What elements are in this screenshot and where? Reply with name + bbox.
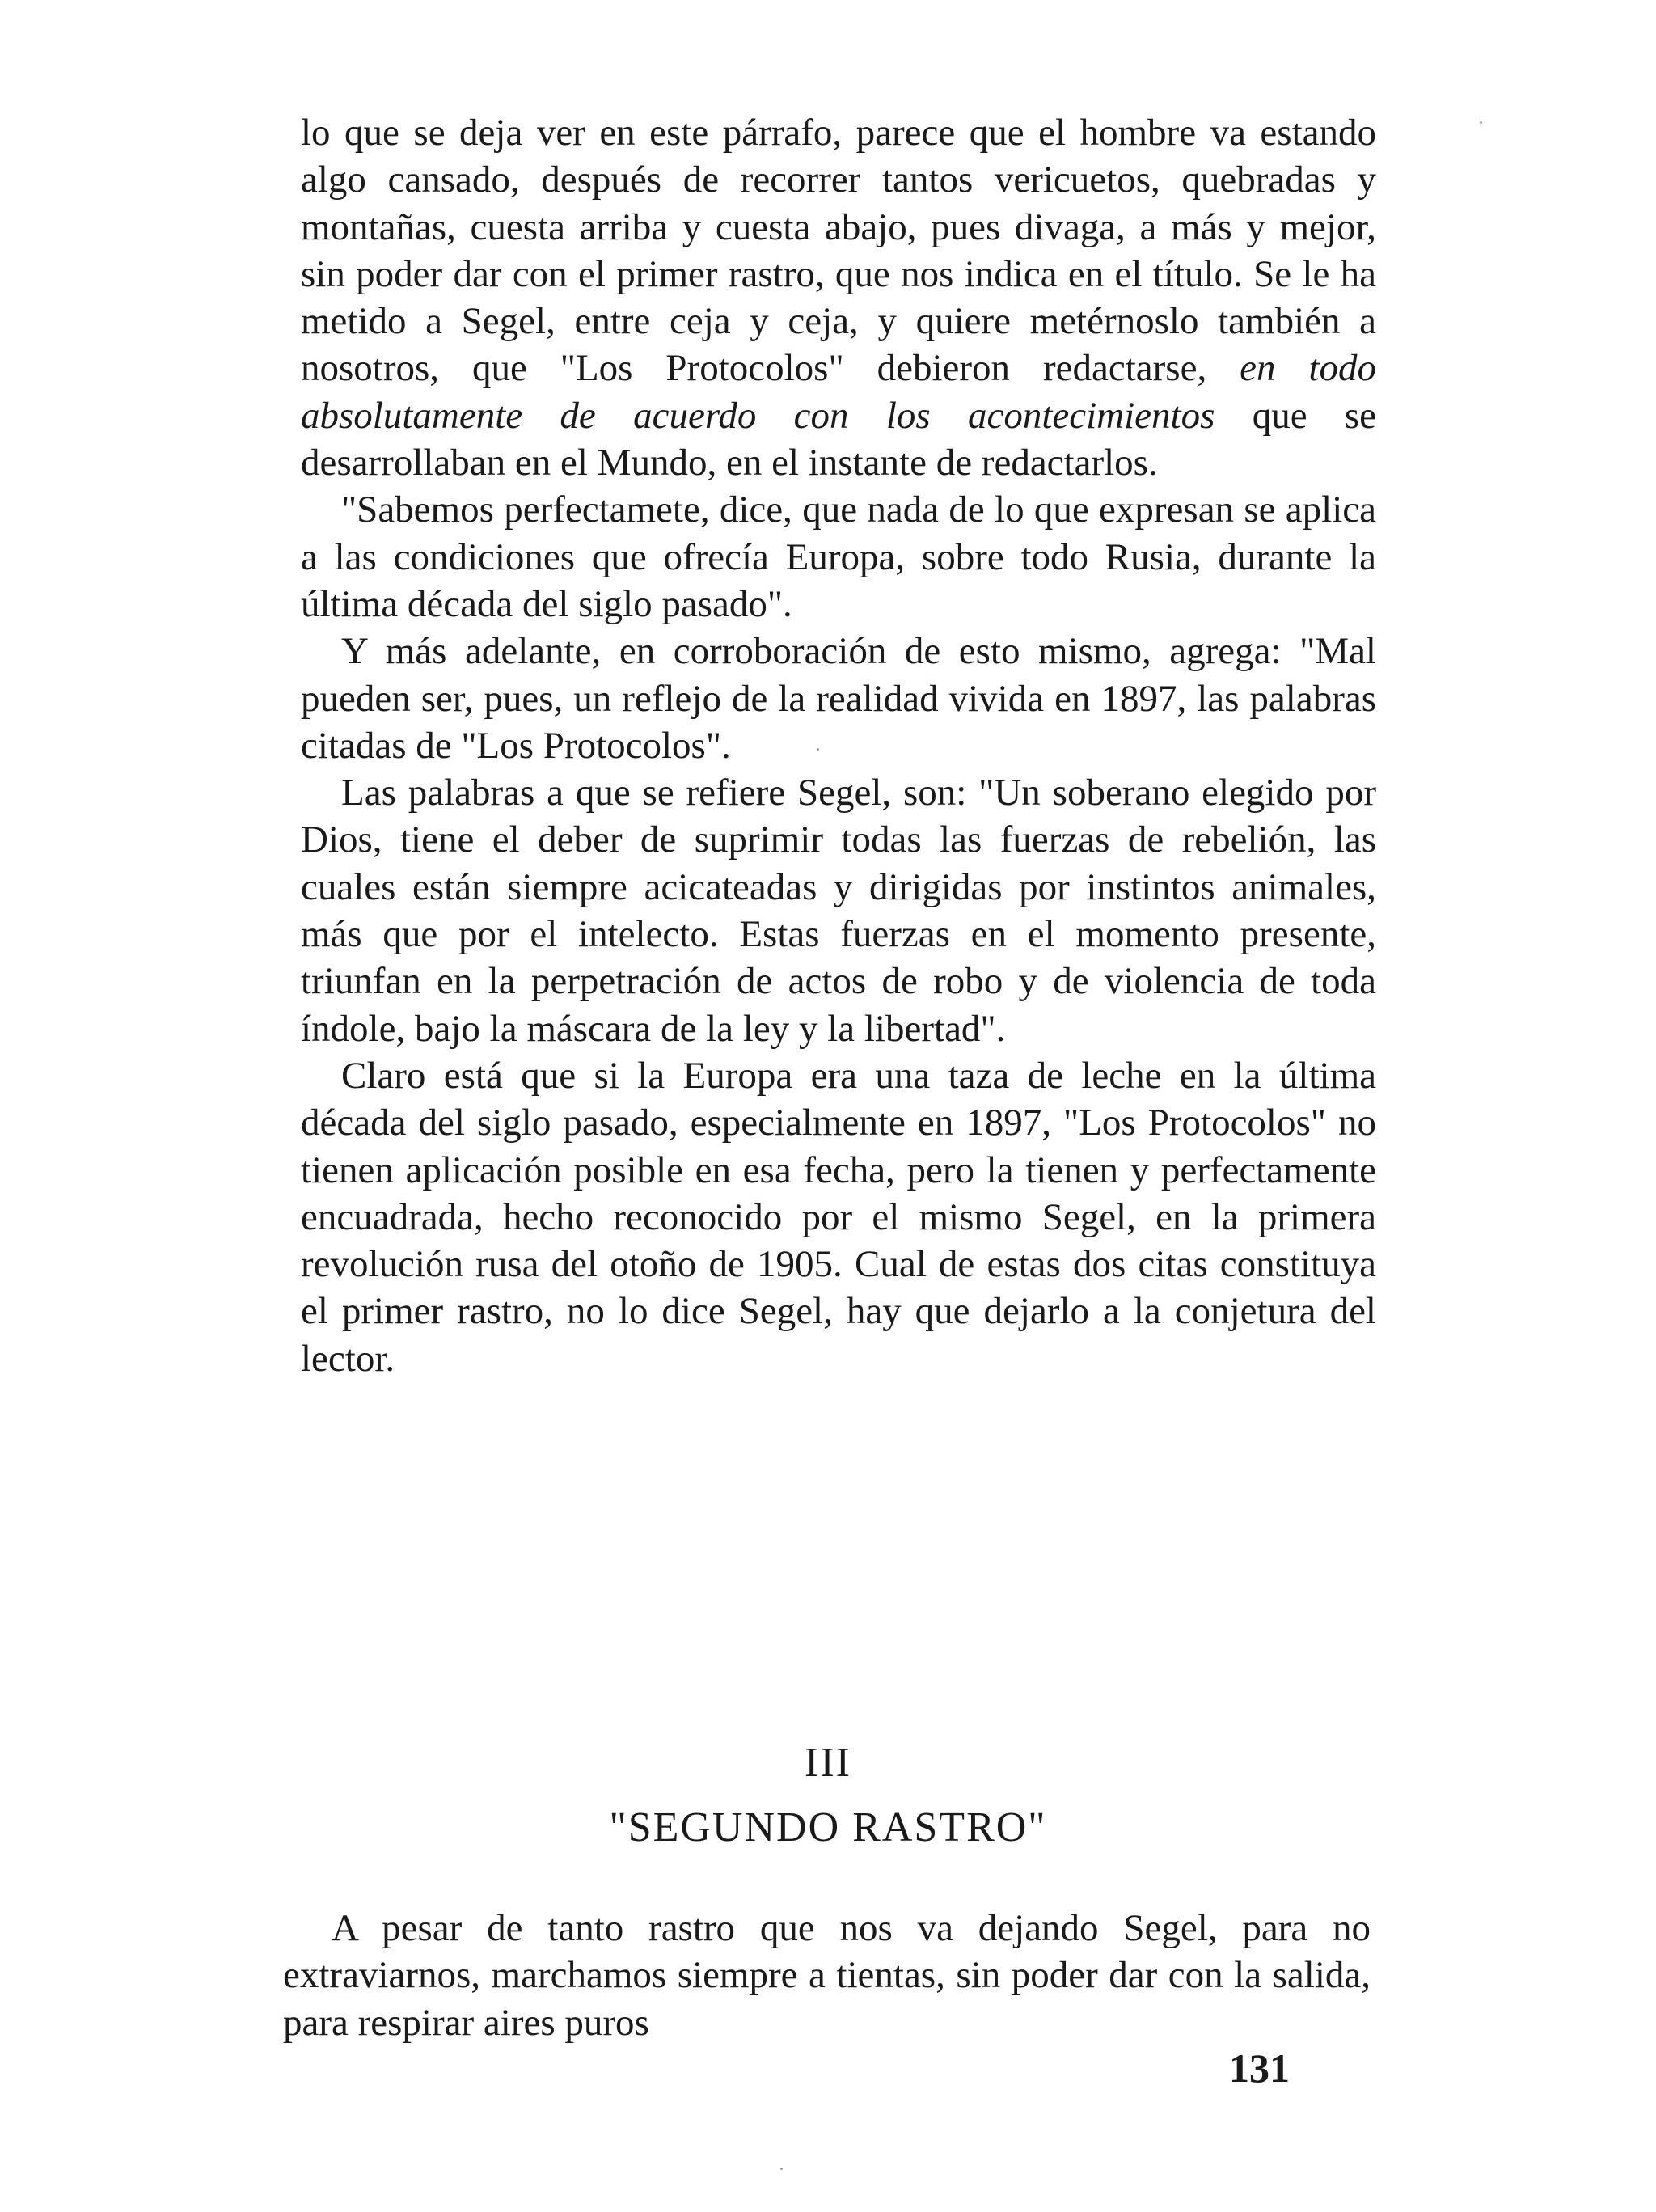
paragraph-1 — [301, 109, 1376, 486]
paragraph-3: Y más adelante, en corroboración de esto mismo, agrega: "Mal pueden ser, pues, un reflejo de la realidad vivida en 1897, las palabras citadas de "Los Protocolos". — [301, 630, 1376, 767]
page-number: 131 — [1229, 2045, 1290, 2091]
section-number: III — [805, 1740, 851, 1786]
paragraph-2: "Sabemos perfectamete, dice, que nada de lo que expresan se aplica a las condiciones que ofrecía Europa, sobre todo Rusia, durante la última década del siglo pasado". — [301, 489, 1376, 625]
paragraph-4: Las palabras a que se refiere Segel, son: "Un soberano elegido por Dios, tiene el deber de suprimir todas las fuerzas de rebelión, las cuales están siempre acicateadas y dirigidas por instintos animales, más que por el intelecto. Estas fuerzas en el momento presente, triunfan en la perpetración de actos de robo y de violencia de toda índole, bajo la máscara de la ley y la libertad". — [301, 772, 1376, 1050]
scan-speck — [817, 748, 819, 751]
paragraph-1-italic-phrase: en todo absolutamente de acuerdo con los acontecimientos — [301, 347, 1377, 437]
paragraph-1-text-a: lo que se deja ver en este párrafo, parece que el hombre va estando algo cansado, después de recorrer tantos vericuetos, quebradas y montañas, cuesta arriba y cuesta abajo, pues divaga, a más y mejor, sin poder dar con el primer rastro, que nos indica en el título. Se le ha metido a Segel, entre ceja y ceja, y quiere metérnoslo también a nosotros, que "Los Protocolos" debieron redactarse, — [301, 112, 1376, 390]
section-title: "SEGUNDO RASTRO" — [609, 1804, 1047, 1850]
scan-speck — [780, 2168, 783, 2170]
section-body — [283, 1905, 1371, 2046]
paragraph-1-text-b: que se desarrollaban en el Mundo, en el instante de redactarlos. — [301, 394, 1377, 484]
paragraph-5: Claro está que si la Europa era una taza de leche en la última década del siglo pasado, especialmente en 1897, "Los Protocolos" no tienen aplicación posible en esa fecha, pero la tienen y perfectamente encuadrada, hecho reconocido por el mismo Segel, en la primera revolución rusa del otoño de 1905. Cual de estas dos citas constituya el primer rastro, no lo dice Segel, hay que dejarlo a la conjetura del lector. — [301, 1054, 1376, 1380]
body-text — [301, 109, 1376, 1382]
section-paragraph: A pesar de tanto rastro que nos va dejando Segel, para no extraviarnos, marchamos siempre a tientas, sin poder dar con la salida, para respirar aires puros — [283, 1907, 1371, 2044]
scan-speck — [1480, 121, 1482, 124]
